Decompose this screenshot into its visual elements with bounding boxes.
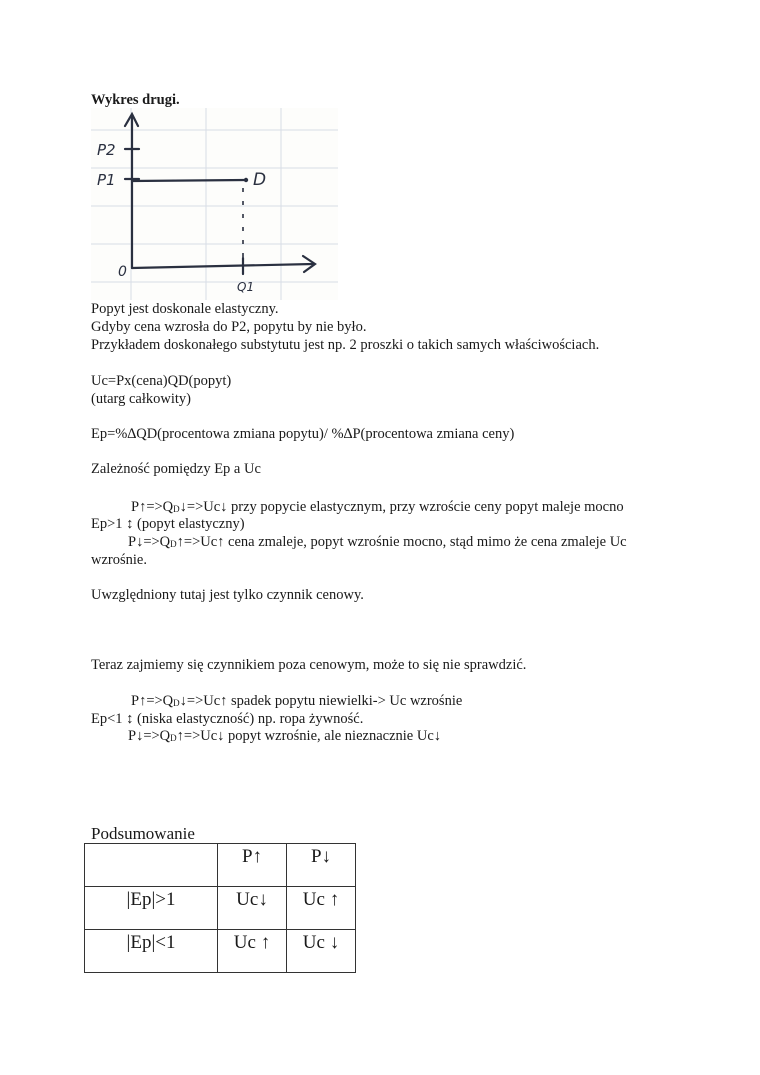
text-line: Popyt jest doskonale elastyczny. bbox=[91, 301, 279, 317]
grid-paper bbox=[91, 108, 338, 300]
rule-prefix: P↓=>Q bbox=[128, 728, 171, 744]
summary-title: Podsumowanie bbox=[91, 824, 195, 843]
text-line: Gdyby cena wzrosła do P2, popytu by nie było. bbox=[91, 319, 367, 335]
section-heading: Wykres drugi. bbox=[91, 92, 180, 108]
demand-point bbox=[244, 178, 248, 182]
text-line: wzrośnie. bbox=[91, 552, 147, 568]
rule-subscript: D bbox=[173, 504, 180, 514]
table-row bbox=[85, 887, 356, 930]
p2-label: P2 bbox=[97, 141, 116, 159]
rule-subscript: D bbox=[170, 539, 177, 549]
table-cell: |Ep|>1 bbox=[85, 887, 218, 930]
rule-suffix: ↑=>Uc↓ popyt wzrośnie, ale nieznacznie Uc↓ bbox=[176, 728, 442, 744]
table-row bbox=[85, 844, 356, 887]
inelastic-rule-2 bbox=[128, 727, 441, 746]
elastic-rule-2 bbox=[128, 533, 627, 552]
rule-subscript: D bbox=[173, 698, 180, 708]
demand-graph-sketch bbox=[91, 108, 338, 300]
summary-table bbox=[84, 843, 356, 973]
demand-curve-line bbox=[132, 180, 246, 181]
text-line: Uwzględniony tutaj jest tylko czynnik cenowy. bbox=[91, 587, 364, 603]
table-cell: Uc ↑ bbox=[287, 887, 356, 930]
text-line: Teraz zajmiemy się czynnikiem poza cenowym, może to się nie sprawdzić. bbox=[91, 657, 527, 673]
rule-suffix: ↑=>Uc↑ cena zmaleje, popyt wzrośnie mocno, stąd mimo że cena zmaleje Uc bbox=[176, 534, 627, 550]
table-cell: Uc ↓ bbox=[287, 930, 356, 973]
text-line: Zależność pomiędzy Ep a Uc bbox=[91, 461, 261, 477]
rule-subscript: D bbox=[170, 733, 177, 743]
table-cell: Uc↓ bbox=[218, 887, 287, 930]
demand-label: D bbox=[253, 170, 267, 190]
origin-label: 0 bbox=[118, 264, 127, 280]
text-line: Przykładem doskonałego substytutu jest np. 2 proszki o takich samych właściwościach. bbox=[91, 337, 600, 353]
rule-prefix: P↓=>Q bbox=[128, 534, 171, 550]
table-cell: P↓ bbox=[287, 844, 356, 887]
table-cell: |Ep|<1 bbox=[85, 930, 218, 973]
table-cell bbox=[85, 844, 218, 887]
text-line: Ep>1 ↕ (popyt elastyczny) bbox=[91, 516, 245, 532]
text-line: (utarg całkowity) bbox=[91, 391, 191, 407]
table-cell: P↑ bbox=[218, 844, 287, 887]
rule-suffix: ↓=>Uc↓ przy popycie elastycznym, przy wzroście ceny popyt maleje mocno bbox=[179, 499, 624, 515]
demand-graph bbox=[91, 108, 338, 300]
p1-label: P1 bbox=[97, 171, 116, 189]
table-cell: Uc ↑ bbox=[218, 930, 287, 973]
formula-line: Uc=Px(cena)QD(popyt) bbox=[91, 373, 232, 389]
inelastic-rule-1 bbox=[131, 692, 462, 711]
rule-prefix: P↑=>Q bbox=[131, 693, 174, 709]
quantity-axis bbox=[132, 264, 313, 268]
formula-line: Ep=%∆QD(procentowa zmiana popytu)/ %∆P(procentowa zmiana ceny) bbox=[91, 426, 515, 442]
rule-prefix: P↑=>Q bbox=[131, 499, 174, 515]
rule-suffix: ↓=>Uc↑ spadek popytu niewielki-> Uc wzrośnie bbox=[179, 693, 463, 709]
table-row bbox=[85, 930, 356, 973]
q1-label: Q1 bbox=[237, 280, 255, 294]
text-line: Ep<1 ↕ (niska elastyczność) np. ropa żywność. bbox=[91, 711, 364, 727]
